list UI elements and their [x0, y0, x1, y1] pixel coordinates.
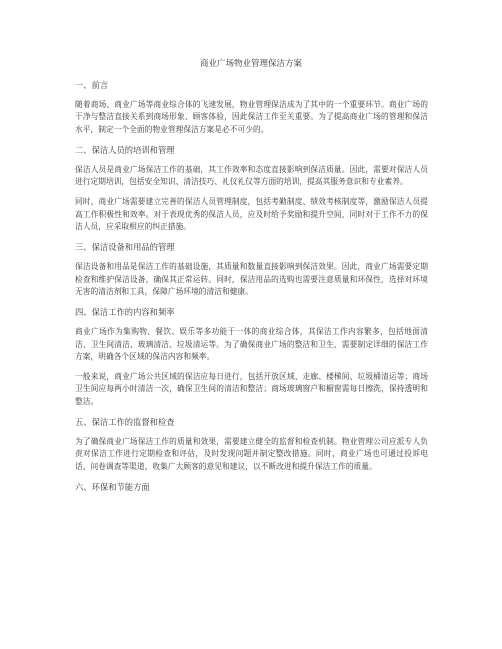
paragraph: 保洁设备和用品是保洁工作的基础设施，其质量和数量直接影响到保洁效果。因此，商业广场需要定期检查和维护保洁设备，确保其正常运转。同时，保洁用品的选购也需要注意质量和环保性，选择对环境无害的清洁剂和工具，保障广场环境的清洁和健康。 — [75, 262, 428, 296]
section-heading: 五、保洁工作的监督和检查 — [75, 417, 175, 428]
section-content-frequency — [75, 306, 428, 408]
section-staff-training — [75, 144, 428, 233]
paragraph: 保洁人员是商业广场保洁工作的基础，其工作效率和态度直接影响到保洁质量。因此，需要对保洁人员进行定期培训，包括安全知识、清洁技巧、礼仪礼仪等方面的培训，提高其服务意识和专业素养。 — [75, 164, 428, 187]
section-heading: 六、环保和节能方面 — [75, 481, 150, 492]
paragraph: 一般来说，商业广场公共区域的保洁应每日进行，包括开放区域、走廊、楼梯间、垃圾桶清运等；商场卫生间应每两小时清洁一次，确保卫生间的清洁和整洁；商场玻璃窗户和橱窗需每日擦洗，保持透明和整洁。 — [75, 372, 428, 406]
section-heading: 二、保洁人员的培训和管理 — [75, 144, 175, 155]
section-supervision — [75, 416, 428, 473]
paragraph: 为了确保商业广场保洁工作的质量和效果，需要建立健全的监督和检查机制。物业管理公司应派专人负责对保洁工作进行定期检查和评估，及时发现问题并制定整改措施。同时，商业广场也可通过投诉电话、问卷调查等渠道，收集广大顾客的意见和建议，以不断改进和提升保洁工作的质量。 — [75, 437, 428, 471]
section-heading: 一、前言 — [75, 80, 109, 90]
document-body — [75, 79, 428, 501]
section-preface — [75, 79, 428, 136]
section-environment — [75, 481, 428, 493]
section-heading: 三、保洁设备和用品的管理 — [75, 242, 175, 253]
paragraph: 同时，商业广场需要建立完善的保洁人员管理制度，包括考勤制度、绩效考核制度等，激励保洁人员提高工作积极性和效率。对于表现优秀的保洁人员，应及时给予奖励和提升空间，同时对于工作不力的保洁人员，应采取相应的纠正措施。 — [75, 197, 428, 232]
section-heading: 四、保洁工作的内容和频率 — [75, 307, 175, 318]
section-equipment — [75, 241, 428, 298]
paragraph: 商业广场作为集购物、餐饮、娱乐等多功能于一体的商业综合体，其保洁工作内容繁多，包括地面清洁、卫生间清洁、玻璃清洁、垃圾清运等。为了确保商业广场的整洁和卫生，需要制定详细的保洁工作方案，明确各个区域的保洁内容和频率。 — [75, 327, 428, 361]
document-title: 商业广场物业管理保洁方案 — [199, 59, 302, 69]
paragraph: 随着商场、商业广场等商业综合体的飞速发展，物业管理保洁成为了其中的一个重要环节。商业广场的干净与整洁直接关系到商场形象、顾客体验，因此保洁工作至关重要。为了提高商业广场的管理和保洁水平，制定一个全面的物业管理保洁方案是必不可少的。 — [75, 100, 428, 134]
